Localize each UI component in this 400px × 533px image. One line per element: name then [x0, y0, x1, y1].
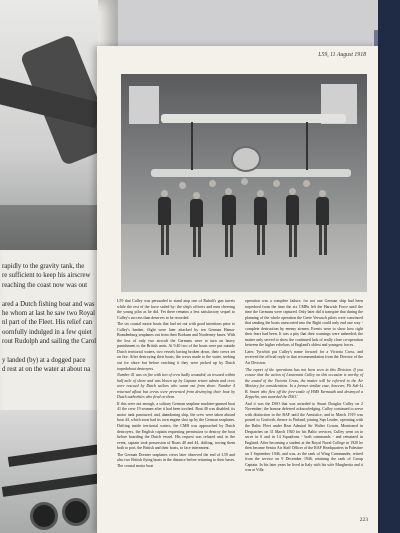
paragraph: Number 41 was on fire with two of crew badly wounded; as rescued within half mile of shore and was blown up by Captain return admin and crew were rescued by Dutch sailors who swam out from shore. Number 4 returned afloat but crews were prevented from destroying their boat by Dutch authorities who fired on them. — [117, 372, 235, 400]
crew-member-leg — [225, 225, 228, 257]
paragraph: Later, Tyrwhitt put Culley's name forward for a Victoria Cross, and received the official reply to that recommendation from the Director of the Air Division: — [245, 348, 363, 366]
left-text-line — [2, 347, 110, 356]
crew-member-head — [273, 180, 280, 187]
crew-member-head — [257, 190, 264, 197]
paragraph: The six coastal motor boats that had set out with good intentions prior to Culley's lumber, flight were later attacked by ten German Hansa-Brandenburg seaplanes out from their Borkum and Norderney bases. With the loss of only two aircraft the Germans were to turn on heavy punishment to the British units. At 9.40 two of the boats were put outside Dutch territorial waters, two vessels having broken down, their crews set on fire. After destroying their boats, the crews made to the water, seeking out for shore but before reaching it they were picked up by Dutch torpedoboat destroyers. — [117, 321, 235, 371]
crew-member-head — [225, 188, 232, 195]
crew-member-leg — [289, 225, 292, 257]
paragraph: The German Dornier seaplanes crews later observed the end of L59 and also two British flying boats in the distance before returning to their bases. The coastal motor boat — [117, 451, 235, 468]
left-page-biplane-photo — [0, 410, 98, 533]
biplane-lower-wing — [2, 473, 98, 497]
hangar-window — [129, 86, 159, 124]
left-text-line: rout Rudolph and sailing the Carol — [2, 338, 97, 346]
crew-member-head — [319, 190, 326, 197]
crew-member-leg — [161, 225, 164, 255]
crew-member-head — [179, 182, 186, 189]
hangar-floor — [121, 224, 367, 292]
crew-member-head — [209, 180, 216, 187]
left-text-line — [2, 290, 110, 299]
crew-member — [316, 197, 329, 225]
crew-member-leg — [166, 225, 169, 255]
deck-ground — [0, 205, 98, 250]
crew-member-head — [161, 190, 168, 197]
right-page — [97, 46, 378, 533]
biplane-wheel — [30, 502, 58, 530]
crew-member — [286, 195, 299, 225]
paragraph: And it was the DSO that was awarded to Stuart Douglas Culley on 2 November; the honour deferred acknowledging. Culley continued to serve with distinction in the RAF until the Armistice, and in March 1919 was posted to Gosforth, thence to Finland, joining Sqn Leader, operating with the Baltic Fleet under Rear Admiral Sir Walter Cowan. Mentioned in Despatches on 31 March 1920 for his Baltic services, Culley went on to serve in 6 and in 14 Squadrons - both commands - and remained in England. After becoming a student at the Royal Naval College in 1920 he then became Senior Air Staff Officer of the RAF Headquarters in Palestine on 3 September 1946, and was, as the rank of Wing Commander, retired from the service on 9 December 1946, retaining the rank of Group Captain. In his later years he lived in Italy with his wife Margherita and it was at Villa — [245, 400, 363, 473]
biplane-wheel — [62, 498, 90, 526]
crew-member-leg — [294, 225, 297, 257]
crew-member-head — [193, 192, 200, 199]
crew-member-leg — [262, 225, 265, 255]
crew-member-leg — [319, 225, 322, 255]
crew-member — [190, 199, 203, 227]
crew-member-leg — [198, 227, 201, 257]
crew-member — [158, 197, 171, 225]
crew-member-leg — [324, 225, 327, 255]
crew-member-leg — [193, 227, 196, 257]
paragraph: L59 that Culley was persuaded to stand atop one of Ruhalt's gun turrets while the rest of the force sailed by: the ship's officers and men cheering the young pilot as he did. Yet there remains a less satisfactory sequel to Culley's success than deserves to be recorded. — [117, 298, 235, 320]
hangar-crew-photo — [121, 74, 367, 292]
left-text-line: re sufficient to keep his airscrew — [2, 272, 91, 280]
paragraph: operation was a complete failure, for not one German ship had been torpedoed from the time the six CMBs left the Harwich Force until the time the Germans were captured. Only later did it transpire that during the planning of the whole operation the Grete Verwuch pilots were convinced that sending the boats unescorted into the Bight could only end one way - complete destruction by enemy airmen. Events were to show how right their fears had been. It was a pity that their warnings were unheeded; the matter only served to show the continued lack of really close co-operation between the higher echelons of England's oldest and youngest forces. — [245, 298, 363, 348]
left-text-line: rapidly to the gravity tank, the — [2, 263, 85, 270]
aircraft-engine — [231, 146, 261, 172]
wing-strut — [306, 122, 308, 170]
left-page-body-text — [2, 262, 110, 375]
left-text-line: oornfully indulged in a few quiet — [2, 328, 92, 336]
left-text-line: ared a Dutch fishing boat and was — [2, 300, 95, 308]
crew-member-leg — [230, 225, 233, 257]
left-text-line: reaching the coast now was out — [2, 281, 88, 289]
crew-member-head — [241, 178, 248, 185]
wing-strut — [191, 122, 193, 170]
page-number: 223 — [359, 517, 368, 523]
left-text-line: he whom at last he saw two Royal — [2, 310, 96, 318]
left-text-line: d rest at on the water at about na — [2, 366, 91, 374]
crew-member — [254, 197, 267, 225]
quoted-reply: 'The report of the operations has not been seen in this Division. If you concur that the action of Lieutenant Culley on this occasion is worthy of the award of the Victoria Cross, the matter will be referred to the Air Ministry for consideration. In a former similar case, however, Flt Sub-Lt B. Smart who flew off the fore-castle of HMS Yarmouth and destroyed a Zeppelin, was awarded the DSO.' — [245, 366, 363, 400]
book-binding — [378, 0, 400, 533]
crew-member — [222, 195, 236, 225]
crew-member-leg — [257, 225, 260, 255]
text-column-1 — [117, 298, 235, 469]
left-page-aircraft-photo — [0, 0, 98, 250]
left-text-line: y landed (by) at a dogged pace — [2, 357, 86, 365]
crew-member-head — [303, 180, 310, 187]
biplane-upper-wing — [8, 443, 98, 467]
running-head: L59, 11 August 1918 — [318, 52, 366, 58]
crew-member-head — [289, 188, 296, 195]
left-text-line: nl part of the Fleet. His relief can — [2, 319, 93, 327]
text-column-2 — [245, 298, 363, 474]
paragraph: If this were not enough, a solitary German seaplane machine-gunned boat 41 the crew 19 seamen after it had been torched. Boat 40 was disabled, its motor tank punctured, and, abandoning ship, the crew were taken aboard boat 44, which soon had its own engine shot up by the German seaplanes. Drifting inside territorial waters, the CMB was approached by Dutch destroyers, the English captain requesting permission to destroy the boat before boarding the Dutch vessel. His request was refused and, in the event, captain took possession of Boats 40 and 44, drifting, towing them both to port, the British and their boats, to face internment. — [117, 400, 235, 451]
aircraft-upper-wing — [161, 114, 346, 123]
